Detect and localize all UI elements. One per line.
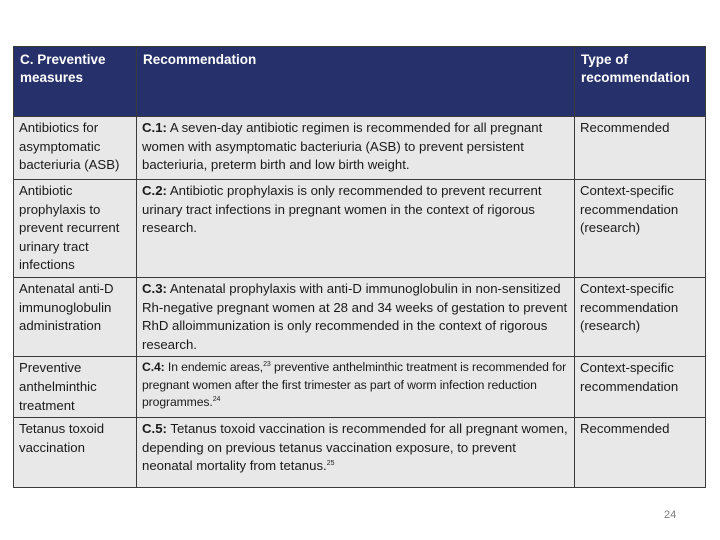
footnote-ref-24: 24 (212, 396, 221, 404)
type-cell: Context-specific recommendation (575, 357, 706, 418)
table-row (14, 277, 706, 356)
type-cell: Context-specific recommendation (research) (575, 277, 706, 356)
footnote-ref-25: 25 (326, 460, 335, 468)
recommendation-text: Antenatal prophylaxis with anti-D immunoglobulin in non-sensitized Rh-negative pregnant women at 28 and 34 weeks of gestation to prevent RhD alloimmunization is only recommended in the context of rigorous research. (142, 280, 568, 352)
header-type-of-recommendation: Type of recommendation (575, 47, 706, 117)
measure-cell: Antibiotics for asymptomatic bacteriuria (ASB) (14, 117, 137, 180)
table-row (14, 418, 706, 488)
recommendation-text-part-b: preventive anthelminthic treatment is recommended for pregnant women after the first trimester as part of worm infection reduction programmes. (142, 360, 567, 410)
header-preventive-measures: C. Preventive measures (14, 47, 137, 117)
recommendation-cell (137, 357, 575, 418)
recommendation-code: C.3: (142, 280, 167, 296)
footnote-ref-23: 23 (263, 361, 271, 369)
recommendation-text-part-a: In endemic areas, (164, 360, 264, 375)
table-row (14, 180, 706, 278)
page-number: 24 (664, 509, 677, 521)
recommendation-text: Tetanus toxoid vaccination is recommended for all pregnant women, depending on previous tetanus vaccination exposure, to prevent neonatal mortality from tetanus. (142, 421, 568, 474)
type-cell: Recommended (575, 418, 706, 488)
table-row (14, 117, 706, 180)
recommendations-table (13, 46, 706, 488)
measure-cell: Antibiotic prophylaxis to prevent recurrent urinary tract infections (14, 180, 137, 278)
recommendation-code: C.4: (142, 360, 165, 375)
recommendation-code: C.1: (142, 120, 167, 135)
table-row (14, 357, 706, 418)
recommendation-text: Antibiotic prophylaxis is only recommended to prevent recurrent urinary tract infections in pregnant women in the context of rigorous research. (142, 183, 542, 236)
measure-cell: Antenatal anti-D immunoglobulin administration (14, 277, 137, 356)
recommendations-table-container (13, 46, 705, 488)
recommendation-cell (137, 117, 575, 180)
recommendation-code: C.5: (142, 421, 167, 437)
recommendation-text: A seven-day antibiotic regimen is recommended for all pregnant women with asymptomatic bacteriuria (ASB) to prevent persistent bacteriuria, preterm birth and low birth weight. (142, 120, 543, 173)
recommendation-code: C.2: (142, 183, 167, 198)
table-header-row (14, 47, 706, 117)
header-recommendation: Recommendation (137, 47, 575, 117)
type-cell: Context-specific recommendation (research) (575, 180, 706, 278)
measure-cell: Tetanus toxoid vaccination (14, 418, 137, 488)
recommendation-cell (137, 277, 575, 356)
type-cell: Recommended (575, 117, 706, 180)
recommendation-cell (137, 180, 575, 278)
measure-cell: Preventive anthelminthic treatment (14, 357, 137, 418)
recommendation-cell (137, 418, 575, 488)
